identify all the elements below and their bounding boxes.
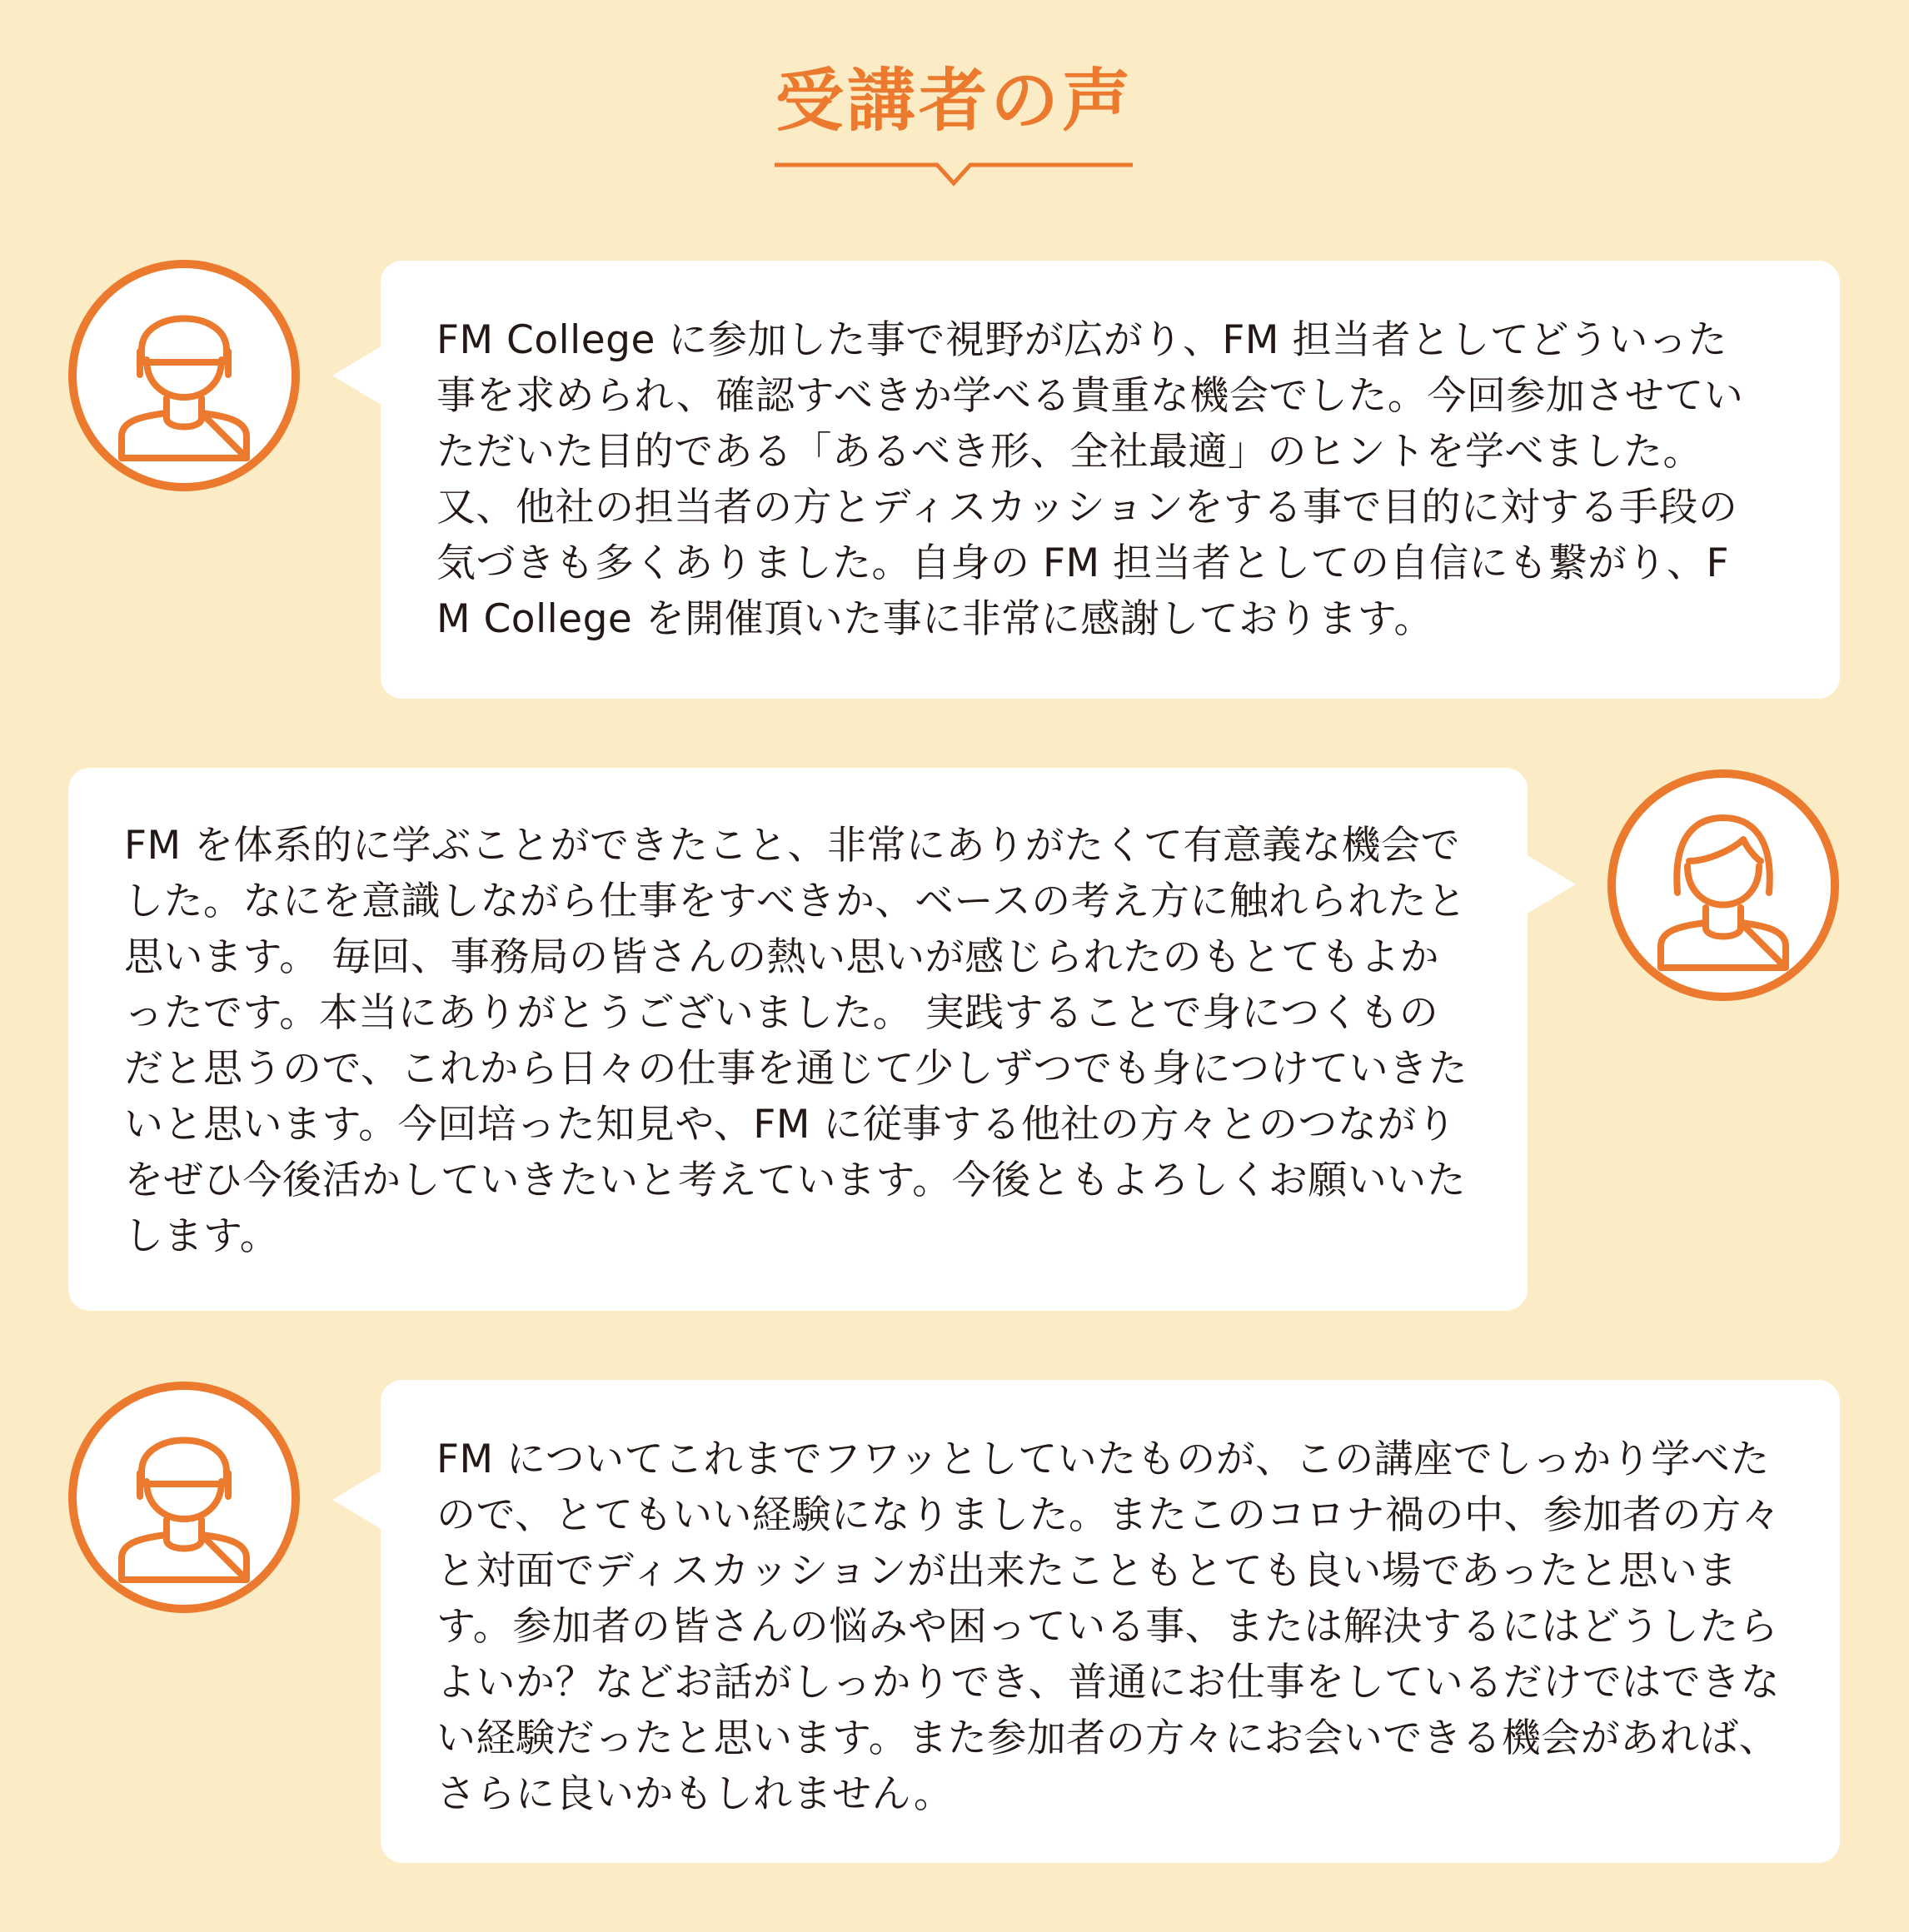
page-title: 受講者の声 [775, 62, 1134, 141]
bubble-tail [1526, 854, 1576, 914]
testimonial-text: FM についてこれまでフワッとしていたものが、この講座でしっかり学べたので、とてもいい経験になりました。またこのコロナ禍の中、参加者の方々と対面でディスカッションが出来たこともとても良い場であったと思います。参加者の皆さんの悩みや困っている事、または解決するにはどうしたらよいか？などお話がしっかりでき、普通にお仕事をしているだけではできない経験だったと思います。また参加者の方々にお会いできる機会があれば、さらに良いかもしれません。 [436, 1437, 1782, 1817]
title-underline [775, 158, 1133, 195]
female-user-icon [1606, 768, 1841, 1003]
male-user-icon [67, 258, 302, 493]
male-user-icon [67, 1380, 302, 1615]
testimonial-bubble [68, 768, 1528, 1311]
bubble-tail [332, 346, 382, 406]
bubble-tail [332, 1470, 382, 1530]
testimonial-text: FM College に参加した事で視野が広がり、FM 担当者としてどういった事を求められ、確認すべきか学べる貴重な機会でした。今回参加させていただいた目的である「あるべき形、全社最適」のヒントを学べました。又、他社の担当者の方とディスカッションをする事で目的に対する手段の気づきも多くありました。自身の FM 担当者としての自信にも繋がり、FM College を開催頂いた事に非常に感謝しております。 [436, 317, 1744, 642]
testimonial-text: FM を体系的に学ぶことができたこと、非常にありがたくて有意義な機会でした。なにを意識しながら仕事をすべきか、ベースの考え方に触れられたと思います。 毎回、事務局の皆さんの熱い思いが感じられたのもとてもよかったです。本当にありがとうございました。 実践することで身につくものだと思うので、これから日々の仕事を通じて少しずつでも身につけていきたいと思います。今回培った知見や、FM に従事する他社の方々とのつながりをぜひ今後活かしていきたいと考えています。今後ともよろしくお願いいたします。 [124, 823, 1468, 1259]
testimonial-bubble [381, 261, 1840, 699]
testimonial-bubble [381, 1380, 1840, 1863]
